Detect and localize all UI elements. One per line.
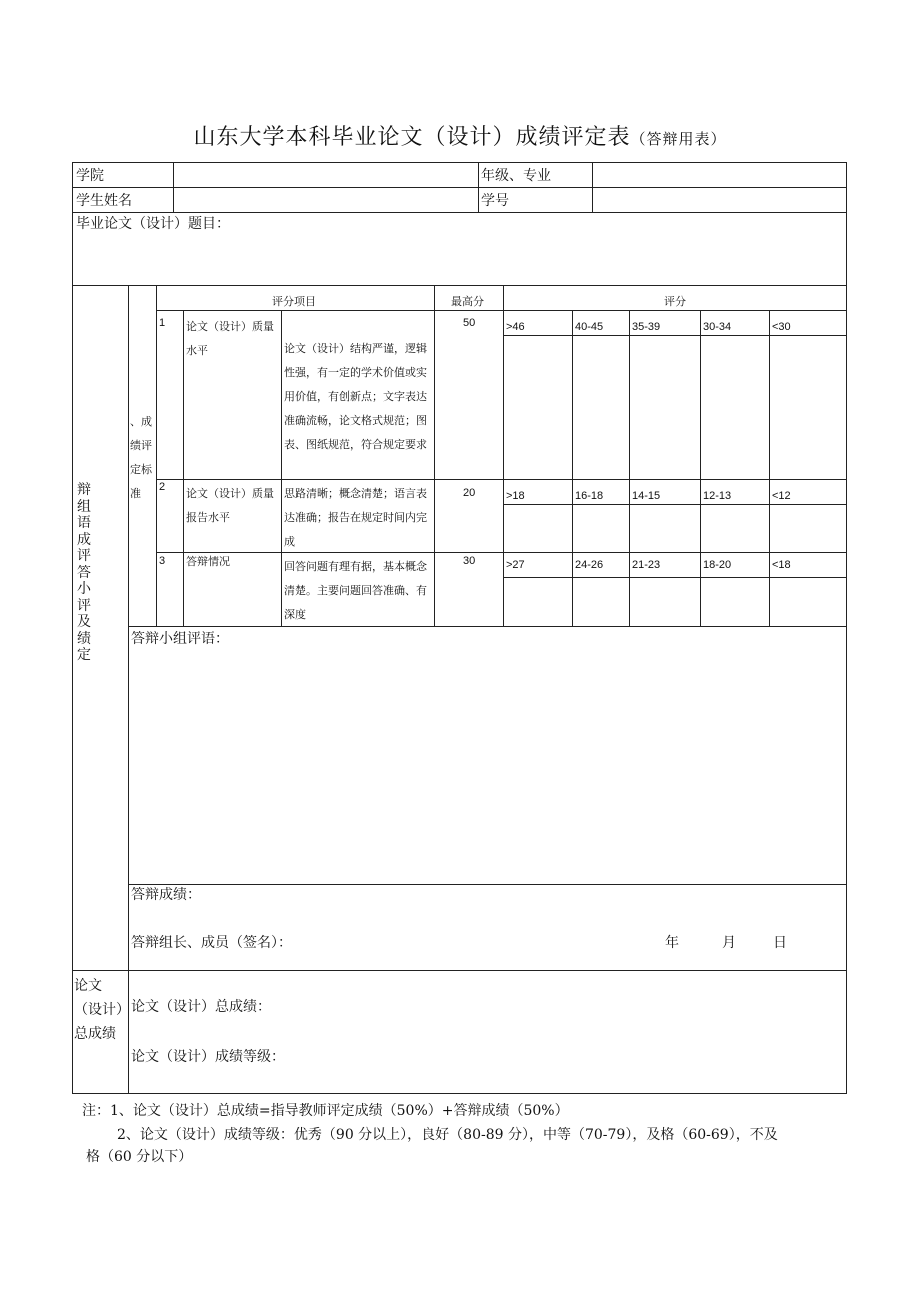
note-line-3: 格（60 分以下） <box>86 1149 193 1165</box>
grade-level-label: 论文（设计）成绩等级： <box>131 1049 285 1065</box>
score-range: <18 <box>772 559 791 571</box>
score-entry-cell[interactable] <box>504 505 846 551</box>
grade-major-label: 年级、专业 <box>481 168 551 184</box>
note-line-2: 2、论文（设计）成绩等级：优秀（90 分以上），良好（80-89 分），中等（70-79），及格（60-69），不及 <box>117 1127 778 1143</box>
total-score-label: 论文（设计）总成绩： <box>131 999 271 1015</box>
table-line <box>72 970 847 971</box>
committee-comment-area[interactable] <box>130 652 844 880</box>
thesis-topic-label: 毕业论文（设计）题目： <box>76 216 230 232</box>
row-item: 答辩情况 <box>186 555 230 568</box>
table-line <box>183 310 184 626</box>
score-range: <12 <box>772 490 791 502</box>
table-line <box>156 310 847 311</box>
table-line <box>72 162 73 1094</box>
row-number: 1 <box>159 317 166 329</box>
score-range: 14-15 <box>632 490 661 502</box>
row-number: 2 <box>159 481 166 493</box>
score-range: <30 <box>772 321 791 333</box>
table-line <box>72 285 847 286</box>
student-id-label: 学号 <box>481 193 509 209</box>
date-year: 年 <box>665 935 679 951</box>
table-line <box>846 162 847 1094</box>
score-range: 35-39 <box>632 321 661 333</box>
row-max-score: 20 <box>463 487 476 499</box>
score-range: >27 <box>506 559 525 571</box>
table-line <box>72 187 847 188</box>
row-description: 回答问题有理有据，基本概念清楚。主要问题回答准确、有深度 <box>284 560 427 621</box>
score-range: 12-13 <box>703 490 732 502</box>
college-field[interactable] <box>176 165 474 185</box>
row-max-score: 50 <box>463 317 476 329</box>
criteria-label: 、成绩评定标准 <box>130 415 152 500</box>
col-max-header: 最高分 <box>451 295 484 308</box>
signature-label: 答辩组长、成员（签名）： <box>131 935 292 951</box>
table-line <box>128 626 847 627</box>
student-name-field[interactable] <box>176 190 474 210</box>
table-line <box>128 285 129 1093</box>
score-range: 21-23 <box>632 559 661 571</box>
total-side-label: 论文（设计）总成绩 <box>74 978 123 1042</box>
table-line <box>72 1093 847 1094</box>
table-line <box>156 479 847 480</box>
score-range: 30-34 <box>703 321 732 333</box>
defense-side-label: 辩组语成评答小评及绩定 <box>77 482 91 663</box>
table-line <box>478 162 479 213</box>
col-item-header: 评分项目 <box>272 295 316 308</box>
row-description: 论文（设计）结构严谨，逻辑性强，有一定的学术价值或实用价值，有创新点；文字表达准确流畅，论文格式规范；图表、图纸规范，符合规定要求 <box>284 342 427 451</box>
score-range: 16-18 <box>575 490 604 502</box>
date-day: 日 <box>773 935 787 951</box>
score-range: 40-45 <box>575 321 604 333</box>
score-range: >18 <box>506 490 525 502</box>
page-subtitle: （答辩用表） <box>630 130 727 148</box>
committee-comment-label: 答辩小组评语： <box>131 631 229 647</box>
table-line <box>156 552 847 553</box>
table-line <box>156 285 157 626</box>
defense-score-label: 答辩成绩： <box>131 887 201 903</box>
date-month: 月 <box>722 935 736 951</box>
table-line <box>592 162 593 213</box>
page-title: 山东大学本科毕业论文（设计）成绩评定表（答辩用表） <box>193 125 727 150</box>
score-range: >46 <box>506 321 525 333</box>
row-max-score: 30 <box>463 555 476 567</box>
row-item: 论文（设计）质量水平 <box>186 320 274 357</box>
row-number: 3 <box>159 555 166 567</box>
table-line <box>72 162 847 163</box>
grade-major-field[interactable] <box>596 165 842 185</box>
table-line <box>72 212 847 213</box>
table-line <box>173 162 174 213</box>
score-entry-cell[interactable] <box>504 336 846 478</box>
col-score-header: 评分 <box>664 295 686 308</box>
row-item: 论文（设计）质量报告水平 <box>186 487 274 524</box>
row-description: 思路清晰；概念清楚；语言表达准确；报告在规定时间内完成 <box>284 487 427 548</box>
student-id-field[interactable] <box>596 190 842 210</box>
student-name-label: 学生姓名 <box>76 193 132 209</box>
score-entry-cell[interactable] <box>504 578 846 625</box>
table-line <box>434 285 435 626</box>
note-line-1: 注：1、论文（设计）总成绩=指导教师评定成绩（50%）+答辩成绩（50%） <box>82 1103 569 1119</box>
table-line <box>281 310 282 626</box>
table-line <box>128 884 847 885</box>
score-range: 18-20 <box>703 559 732 571</box>
score-range: 24-26 <box>575 559 604 571</box>
college-label: 学院 <box>76 168 104 184</box>
